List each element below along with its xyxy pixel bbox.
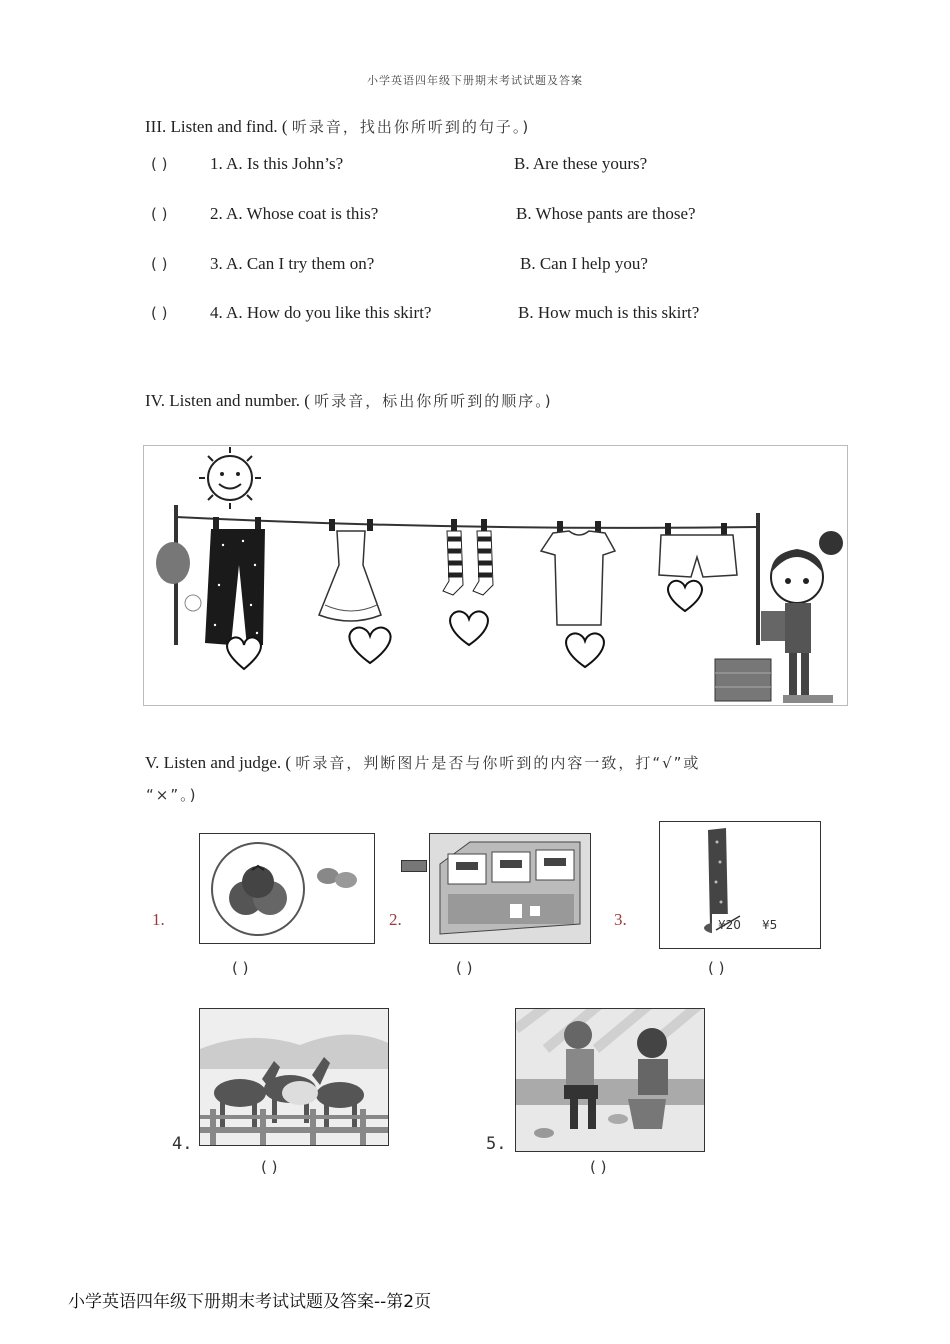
question-4-option-a: 4. A. How do you like this skirt? xyxy=(210,303,432,322)
picture-5-shoe-shop xyxy=(515,1008,705,1152)
answer-paren-1: ( ) xyxy=(232,959,249,977)
answer-paren: ( ) xyxy=(151,155,168,173)
section-5-title-cn: 听录音，判断图片是否与你听到的内容一致，打“√”或 xyxy=(295,754,701,772)
picture-4-horses xyxy=(199,1008,389,1146)
section-4-title-cn: 听录音，标出你所听到的顺序。) xyxy=(314,392,553,410)
question-2-option-b: B. Whose pants are those? xyxy=(516,204,696,223)
arrow-pointer xyxy=(401,860,427,872)
question-1-option-b: B. Are these yours? xyxy=(514,154,648,173)
tomato-icon xyxy=(200,834,374,943)
sun-icon xyxy=(199,447,261,509)
picture-1-tomatoes xyxy=(199,833,375,944)
section-4-title xyxy=(145,390,553,411)
picture-number-1: 1. xyxy=(152,910,165,929)
section-4-title-en: IV. Listen and number. ( xyxy=(145,391,310,410)
picture-3-scarf-price xyxy=(659,821,821,949)
picture-number-2: 2. xyxy=(389,910,402,929)
section-5-title xyxy=(145,752,700,773)
section-5-title-en: V. Listen and judge. ( xyxy=(145,753,292,772)
clothesline-illustration xyxy=(143,445,848,706)
picture-number-3: 3. xyxy=(614,910,627,929)
section-3-title xyxy=(145,116,530,137)
answer-paren: ( ) xyxy=(151,255,168,273)
question-2-option-a: 2. A. Whose coat is this? xyxy=(210,204,379,223)
scarf-icon xyxy=(660,822,820,948)
store-icon xyxy=(430,834,590,943)
old-price: ¥20 xyxy=(718,918,741,932)
section-3-title-en: III. Listen and find. ( xyxy=(145,117,288,136)
picture-2-store xyxy=(429,833,591,944)
answer-paren-3: ( ) xyxy=(708,959,725,977)
question-3-option-a: 3. A. Can I try them on? xyxy=(210,254,375,273)
answer-paren: ( ) xyxy=(151,205,168,223)
answer-paren: ( ) xyxy=(151,304,168,322)
section-3-title-cn: 听录音，找出你所听到的句子。) xyxy=(291,118,531,136)
shoe-fitting-icon xyxy=(516,1009,704,1151)
picture-number-4: 4. xyxy=(172,1134,193,1154)
page-footer: 小学英语四年级下册期末考试试题及答案--第2页 xyxy=(68,1292,432,1312)
question-1-option-a: 1. A. Is this John’s? xyxy=(210,154,344,173)
answer-paren-5: ( ) xyxy=(590,1158,607,1176)
question-3-option-b: B. Can I help you? xyxy=(520,254,648,273)
section-5-title-line2 xyxy=(146,784,197,805)
question-4-option-b: B. How much is this skirt? xyxy=(518,303,700,322)
new-price: ¥5 xyxy=(762,918,778,932)
horses-icon xyxy=(200,1009,388,1145)
picture-number-5: 5. xyxy=(486,1134,507,1154)
section-5-title-cn2: “×”。) xyxy=(146,786,198,804)
page-header: 小学英语四年级下册期末考试试题及答案 xyxy=(367,74,583,87)
answer-paren-4: ( ) xyxy=(261,1158,278,1176)
answer-paren-2: ( ) xyxy=(456,959,473,977)
